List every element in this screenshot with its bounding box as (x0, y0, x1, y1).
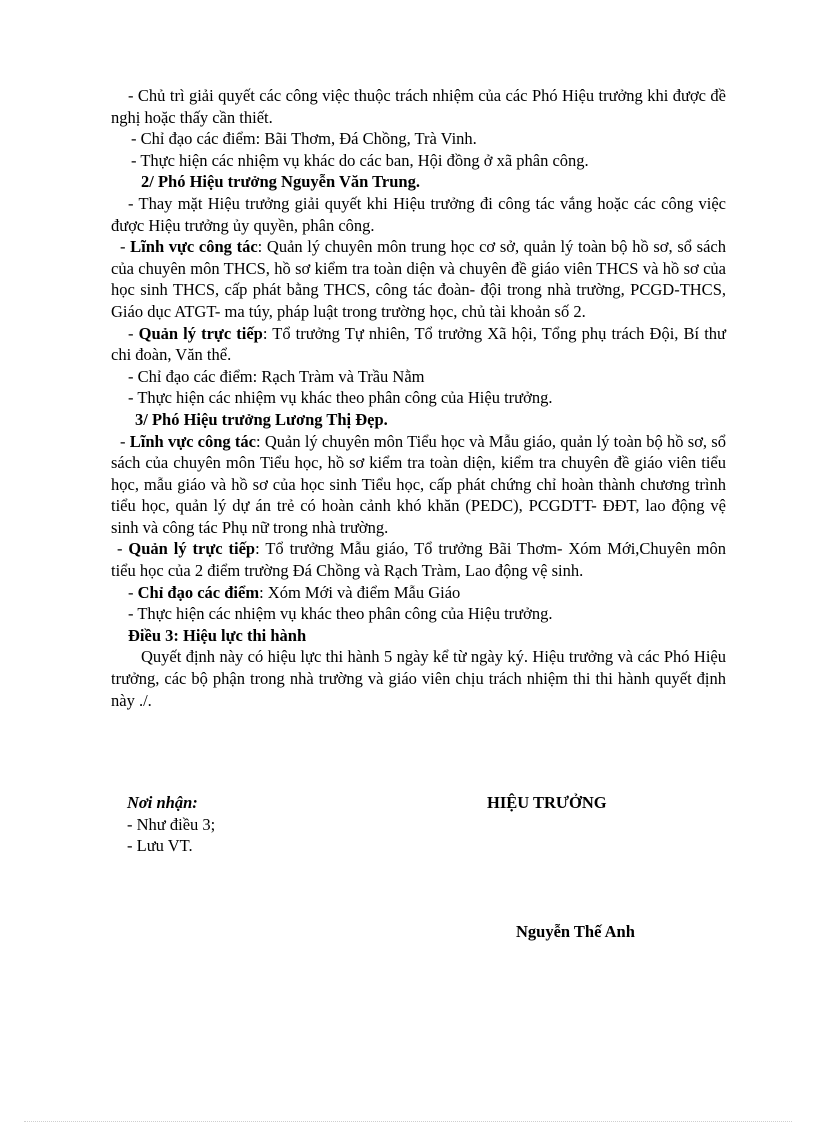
label-direct-management: Quản lý trực tiếp (138, 323, 263, 343)
paragraph-other-tasks: - Thực hiện các nhiệm vụ khác do các ban, Hội đồng ở xã phân công. (131, 150, 589, 170)
recipients-block (127, 792, 215, 857)
paragraph-chair-duties: - Chủ trì giải quyết các công việc thuộc trách nhiệm của các Phó Hiệu trưởng khi được đề nghị hoặc thấy cần thiết. (111, 86, 726, 127)
recipient-item: - Lưu VT. (127, 836, 193, 856)
paragraph-dep-field (111, 431, 726, 539)
paragraph-rest: : Tổ trưởng Tự nhiên, Tổ trưởng Xã hội, Tổng phụ trách Đội, Bí thư chi đoàn, Văn thể. (111, 323, 726, 365)
label-direct-points: Chỉ đạo các điểm (137, 582, 260, 602)
recipient-item: - Như điều 3; (127, 814, 216, 834)
label-direct-management: Quản lý trực tiếp (128, 539, 256, 559)
heading-article-3: Điều 3: Hiệu lực thi hành (128, 625, 307, 645)
paragraph-rest: : Tổ trưởng Mẫu giáo, Tổ trưởng Bãi Thơm- Xóm Mới,Chuyên môn tiểu học của 2 điểm trường Đá Chồng và Rạch Tràm, Lao động vệ sinh. (111, 539, 726, 581)
paragraph-direct-points: - Chỉ đạo các điểm: Bãi Thơm, Đá Chồng, Trà Vinh. (131, 129, 477, 149)
paragraph-dep-direct-management (111, 538, 726, 581)
prefix: - (117, 539, 129, 559)
paragraph-rest: : Xóm Mới và điểm Mẫu Giáo (259, 582, 461, 602)
paragraph-trung-direct-management (111, 323, 726, 366)
prefix: - (128, 323, 139, 343)
label-field-of-work: Lĩnh vực công tác (130, 237, 258, 257)
prefix: - (120, 431, 130, 451)
paragraph-dep-points (111, 582, 726, 604)
paragraph-trung-points: - Chỉ đạo các điểm: Rạch Tràm và Trầu Nằm (128, 366, 425, 386)
paragraph-dep-other-tasks: - Thực hiện các nhiệm vụ khác theo phân công của Hiệu trưởng. (128, 604, 553, 624)
paragraph-effectiveness: Quyết định này có hiệu lực thi hành 5 ngày kể từ ngày ký. Hiệu trưởng và các Phó Hiệu trưởng, các bộ phận trong nhà trường và giáo viên chịu trách nhiệm thi thi hành quyết định này ./. (111, 647, 726, 710)
document-body (111, 85, 726, 711)
paragraph-trung-field (111, 236, 726, 322)
prefix: - (128, 582, 138, 602)
recipients-label: Nơi nhận: (127, 793, 198, 812)
signer-name: Nguyễn Thế Anh (516, 922, 635, 941)
label-field-of-work: Lĩnh vực công tác (129, 431, 256, 451)
heading-deputy-dep: 3/ Phó Hiệu trưởng Lương Thị Đẹp. (135, 409, 388, 429)
paragraph-rest: : Quản lý chuyên môn Tiểu học và Mẫu giáo, quản lý toàn bộ hồ sơ, sổ sách của chuyên môn Tiểu học, hồ sơ kiểm tra toàn diện, kiểm tra chuyên đề giáo viên tiểu học, mẫu giáo và hồ sơ của học sinh Tiểu học, cấp phát chứng chỉ hoàn thành chương trình tiểu học, quản lý dự án trẻ có hoàn cảnh khó khăn (PEDC), PCGDTT- ĐĐT, lao động vệ sinh và công tác Phụ nữ trong nhà trường. (111, 431, 726, 537)
prefix: - (120, 237, 131, 257)
signature-title: HIỆU TRƯỞNG (487, 793, 607, 812)
paragraph-trung-deputize: - Thay mặt Hiệu trưởng giải quyết khi Hiệu trưởng đi công tác vắng hoặc các công việc được Hiệu trưởng ủy quyền, phân công. (111, 193, 726, 235)
heading-deputy-trung: 2/ Phó Hiệu trưởng Nguyễn Văn Trung. (141, 172, 420, 192)
paragraph-rest: : Quản lý chuyên môn trung học cơ sở, quản lý toàn bộ hồ sơ, sổ sách của chuyên môn THCS, hồ sơ kiểm tra toàn diện và chuyên đề giáo viên THCS và hồ sơ của học sinh THCS, cấp phát bằng THCS, công tác đoàn- đội trong nhà trường, PCGD-THCS, Giáo dục ATGT- ma túy, pháp luật trong trường học, chủ tài khoản số 2. (111, 237, 726, 321)
paragraph-trung-other-tasks: - Thực hiện các nhiệm vụ khác theo phân công của Hiệu trưởng. (128, 388, 553, 408)
page-bottom-divider (24, 1121, 792, 1122)
